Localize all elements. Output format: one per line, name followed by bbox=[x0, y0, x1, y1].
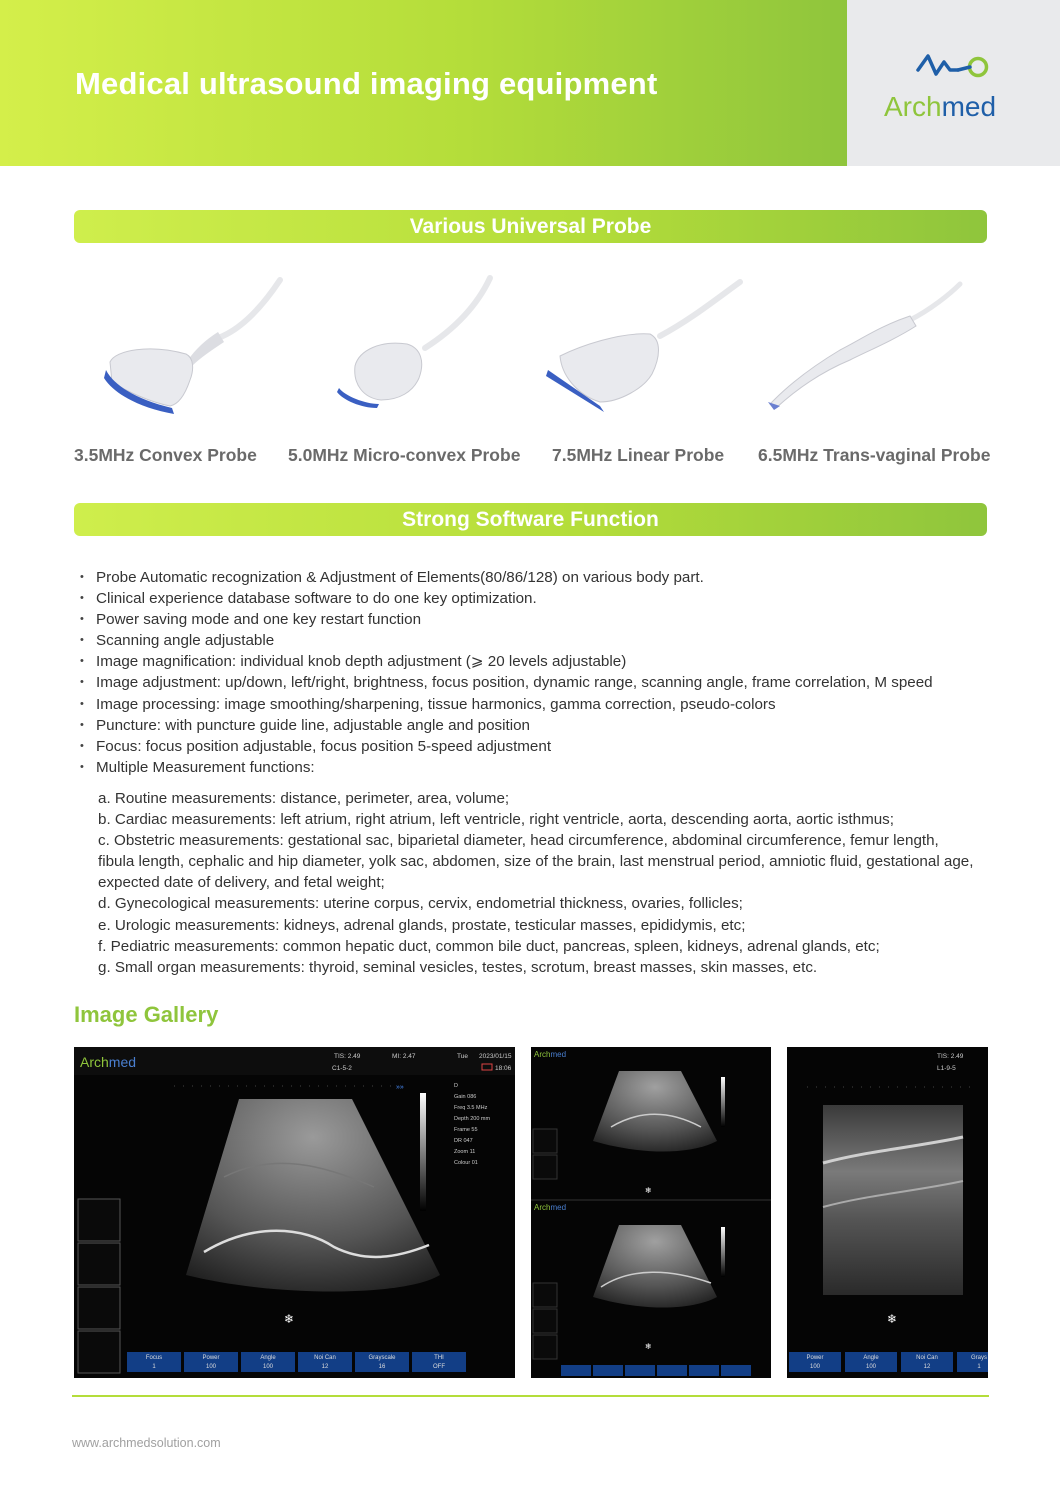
feature-list bbox=[78, 567, 978, 778]
svg-text:❄: ❄ bbox=[645, 1342, 652, 1351]
measurement-item: f. Pediatric measurements: common hepatic duct, common bile duct, pancreas, spleen, kidneys, adrenal glands, etc; bbox=[98, 937, 880, 955]
svg-text:Grays: Grays bbox=[970, 1355, 988, 1361]
probe-label-linear: 7.5MHz Linear Probe bbox=[552, 445, 725, 465]
screen-brand: Archmed bbox=[80, 1054, 137, 1070]
svg-text:100: 100 bbox=[809, 1364, 821, 1370]
feature-item: • Image magnification: individual knob depth adjustment (⩾ 20 levels adjustable) bbox=[78, 651, 978, 672]
measurement-item: e. Urologic measurements: kidneys, adrenal glands, prostate, testicular masses, epididymis, etc; bbox=[98, 916, 746, 934]
feature-item: • Image processing: image smoothing/sharpening, tissue harmonics, gamma correction, pseudo-colors bbox=[78, 694, 978, 715]
svg-text:100: 100 bbox=[262, 1364, 274, 1370]
svg-text:Freq 3.5 MHz: Freq 3.5 MHz bbox=[454, 1105, 488, 1111]
section-title-software: Strong Software Function bbox=[74, 503, 987, 536]
page-title: Medical ultrasound imaging equipment bbox=[75, 66, 658, 101]
probe-label-convex: 3.5MHz Convex Probe bbox=[74, 445, 257, 465]
svg-text:❄: ❄ bbox=[645, 1186, 652, 1195]
svg-text:Frame 55: Frame 55 bbox=[454, 1127, 478, 1133]
measurement-item: b. Cardiac measurements: left atrium, right atrium, left ventricle, right ventricle, aorta, descending aorta, aortic isthmus; bbox=[98, 811, 894, 829]
svg-text:Colour 01: Colour 01 bbox=[454, 1160, 478, 1166]
measurement-item: g. Small organ measurements: thyroid, seminal vesicles, testes, scrotum, breast masses, skin masses, etc. bbox=[98, 958, 818, 976]
measurement-item: c. Obstetric measurements: gestational sac, biparietal diameter, head circumference, abdominal circumference, femur length, fibula length, cephalic and hip diameter, yolk sac, abdomen, size of the brain, last menstrual period, amniotic fluid, gestational age, expected date of delivery, and fetal weight; bbox=[98, 832, 974, 892]
svg-text:Noi Can: Noi Can bbox=[916, 1355, 938, 1361]
svg-text:D: D bbox=[454, 1083, 458, 1089]
freeze-snowflake-icon: ❄ bbox=[284, 1312, 295, 1326]
feature-item: • Image adjustment: up/down, left/right, brightness, focus position, dynamic range, scanning angle, frame correlation, M speed bbox=[78, 672, 978, 693]
archmed-logo bbox=[884, 48, 1024, 128]
measurement-item: d. Gynecological measurements: uterine corpus, cervix, endometrial thickness, ovaries, follicles; bbox=[98, 895, 743, 913]
pulse-logo-icon bbox=[884, 48, 1024, 88]
convex-probe-image bbox=[90, 270, 300, 420]
feature-item: • Multiple Measurement functions: bbox=[78, 757, 978, 778]
svg-text:TIS: 2.49: TIS: 2.49 bbox=[334, 1053, 361, 1060]
svg-text:DR 047: DR 047 bbox=[454, 1138, 473, 1144]
svg-text:MI: 2.47: MI: 2.47 bbox=[392, 1053, 416, 1060]
section-title-probes: Various Universal Probe bbox=[74, 210, 987, 243]
svg-text:1: 1 bbox=[152, 1364, 156, 1370]
svg-text:Angle: Angle bbox=[260, 1355, 276, 1361]
feature-item: • Focus: focus position adjustable, focus position 5-speed adjustment bbox=[78, 736, 978, 757]
svg-text:Angle: Angle bbox=[863, 1355, 879, 1361]
svg-text:Power: Power bbox=[806, 1355, 824, 1361]
svg-text:Noi Can: Noi Can bbox=[314, 1355, 336, 1361]
feature-item: • Scanning angle adjustable bbox=[78, 630, 978, 651]
ultrasound-screenshot-dual bbox=[531, 1047, 771, 1378]
svg-text:Grayscale: Grayscale bbox=[368, 1355, 396, 1361]
page-header bbox=[0, 0, 1060, 166]
svg-text:16: 16 bbox=[378, 1364, 386, 1370]
feature-item: • Power saving mode and one key restart function bbox=[78, 609, 978, 630]
logo-part-arch: Arch bbox=[884, 91, 942, 122]
logo-wordmark bbox=[884, 91, 996, 123]
feature-item: • Probe Automatic recognization & Adjustment of Elements(80/86/128) on various body part. bbox=[78, 567, 978, 588]
ultrasound-screenshot-linear bbox=[787, 1047, 988, 1378]
svg-text:L1-9-5: L1-9-5 bbox=[937, 1065, 956, 1072]
footer-divider bbox=[72, 1395, 989, 1397]
feature-item: • Clinical experience database software to do one key optimization. bbox=[78, 588, 978, 609]
svg-text:1: 1 bbox=[977, 1364, 981, 1370]
footer-website[interactable]: www.archmedsolution.com bbox=[72, 1436, 221, 1450]
probe-label-micro-convex: 5.0MHz Micro-convex Probe bbox=[288, 445, 521, 465]
svg-text:Archmed: Archmed bbox=[534, 1050, 567, 1059]
svg-text:Zoom 11: Zoom 11 bbox=[454, 1149, 476, 1155]
feature-item: • Puncture: with puncture guide line, adjustable angle and position bbox=[78, 715, 978, 736]
gallery-title: Image Gallery bbox=[74, 1002, 219, 1027]
svg-text:100: 100 bbox=[205, 1364, 217, 1370]
svg-text:12: 12 bbox=[923, 1364, 931, 1370]
logo-part-med: med bbox=[941, 91, 997, 122]
ultrasound-screenshot-convex bbox=[74, 1047, 515, 1378]
micro-convex-probe-image bbox=[325, 270, 535, 420]
svg-text:❄: ❄ bbox=[887, 1312, 898, 1326]
svg-text:12: 12 bbox=[321, 1364, 329, 1370]
transvaginal-probe-image bbox=[760, 270, 970, 420]
svg-text:Depth 200 mm: Depth 200 mm bbox=[454, 1116, 491, 1122]
svg-text:Archmed: Archmed bbox=[534, 1203, 567, 1212]
svg-text:2023/01/15: 2023/01/15 bbox=[479, 1053, 512, 1060]
svg-text:TIS: 2.49: TIS: 2.49 bbox=[937, 1053, 964, 1060]
measurement-item: a. Routine measurements: distance, perimeter, area, volume; bbox=[98, 790, 510, 807]
svg-text:»»: »» bbox=[396, 1084, 404, 1091]
probe-label-transvaginal: 6.5MHz Trans-vaginal Probe bbox=[758, 445, 991, 465]
measurement-list bbox=[98, 788, 978, 978]
svg-text:C1-5-2: C1-5-2 bbox=[332, 1065, 352, 1072]
svg-text:100: 100 bbox=[865, 1364, 877, 1370]
svg-text:Power: Power bbox=[202, 1355, 220, 1361]
svg-text:18:06: 18:06 bbox=[495, 1065, 512, 1072]
svg-text:Tue: Tue bbox=[457, 1053, 468, 1060]
svg-text:THI: THI bbox=[434, 1355, 444, 1361]
linear-probe-image bbox=[540, 270, 750, 420]
svg-text:OFF: OFF bbox=[433, 1364, 445, 1370]
svg-text:Gain 086: Gain 086 bbox=[454, 1094, 477, 1100]
svg-text:Focus: Focus bbox=[145, 1355, 163, 1361]
